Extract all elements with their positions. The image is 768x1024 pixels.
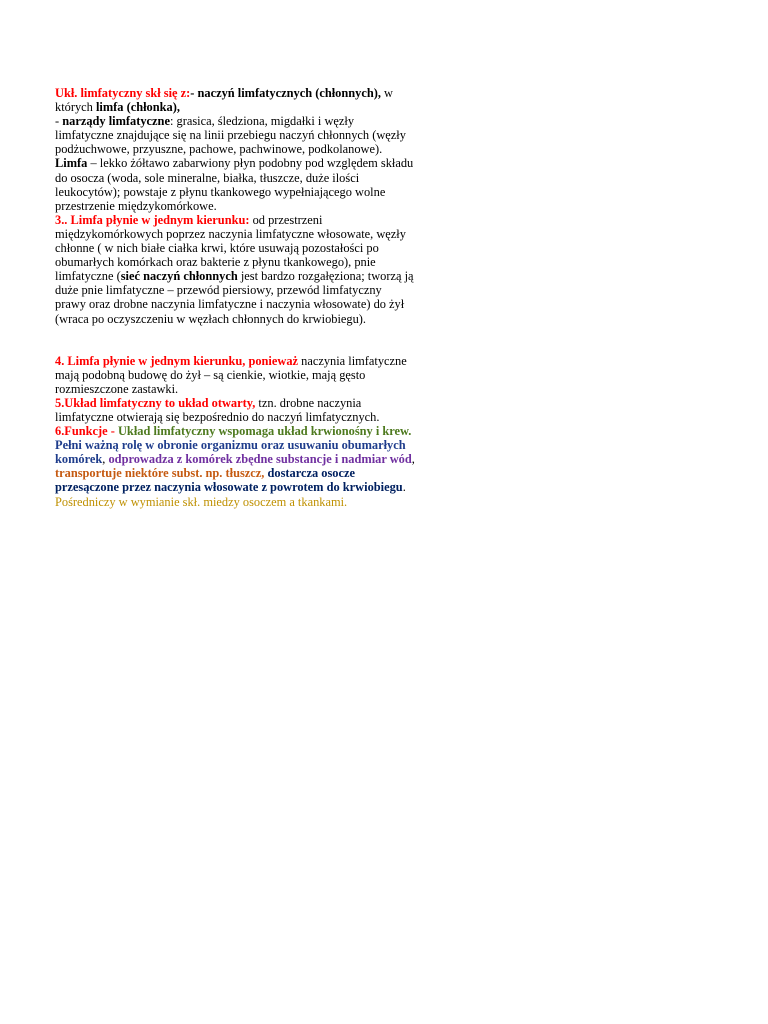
document-page <box>55 86 415 509</box>
flow-heading: 3.. Limfa płynie w jednym kierunku: <box>55 212 250 227</box>
paragraph-organs <box>55 114 415 156</box>
open-system-heading: 5.Układ limfatyczny to układ otwarty, <box>55 395 256 410</box>
paragraph-functions <box>55 424 415 509</box>
lymph-term: limfa (chłonka), <box>95 100 180 115</box>
flow-text-2: jest bardzo rozgałęziona; tworzą ją duże pnie limfatyczne – przewód piersiowy, przewód limfatyczny prawy oraz drobne naczynia limfatyczne i naczynia włosowate) do żył (wraca po oczyszczeniu w węzłach chłonnych do krwiobiegu). <box>55 269 414 326</box>
function-supports-blood: Układ limfatyczny wspomaga układ krwionośny i krew. <box>117 424 412 439</box>
flow-text-1: od przestrzeni międzykomórkowych poprzez naczynia limfatyczne włosowate, węzły chłonne ( w nich białe ciałka krwi, które usuwają pozostałości po obumarłych komórkach oraz bakterie z płynu tkankowego), pnie limfatyczne ( <box>55 212 406 284</box>
paragraph-flow-direction <box>55 213 415 326</box>
function-return-plasma: dostarcza osocze przesączone przez naczynia włosowate z powrotem do krwiobiegu <box>55 466 403 495</box>
functions-heading: 6.Funkcje - <box>55 424 118 439</box>
organs-text: : grasica, śledziona, migdałki i węzły limfatyczne znajdujące się na linii przebiegu naczyń chłonnych (węzły podżuchwowe, przyuszne, pachowe, pachwinowe, podkolanowe). <box>55 114 406 157</box>
paragraph-lymph-definition <box>55 156 415 212</box>
network-term: sieć naczyń chłonnych <box>120 269 238 284</box>
paragraph-gap <box>55 326 415 354</box>
lymph-organs-term: narządy limfatyczne <box>62 114 170 129</box>
reason-text: naczynia limfatyczne mają podobną budowę do żył – są cienkie, wiotkie, mają gęsto rozmieszczone zastawki. <box>55 353 407 396</box>
open-system-text: tzn. drobne naczynia limfatyczne otwierają się bezpośrednio do naczyń limfatycznych. <box>55 395 380 424</box>
functions-dot: . <box>402 480 406 495</box>
functions-comma-1: , <box>102 452 106 467</box>
function-transport: transportuje niektóre subst. np. tłuszcz, <box>55 466 265 481</box>
dash-text: - <box>190 86 198 100</box>
lymph-vessels-term: naczyń limfatycznych (chłonnych), <box>197 86 381 100</box>
definition-text: – lekko żółtawo zabarwiony płyn podobny pod względem składu do osocza (woda, sole mineralne, białka, tłuszcze, duże ilości leukocytów); powstaje z płynu tkankowego wypełniającego wolne przestrzenie międzykomórkowe. <box>55 156 414 213</box>
paragraph-composition <box>55 86 415 114</box>
section-title: Ukł. limfatyczny skł się z: <box>55 86 191 100</box>
limfa-term: Limfa <box>55 156 88 171</box>
paragraph-flow-reason <box>55 354 415 396</box>
reason-heading: 4. Limfa płynie w jednym kierunku, ponieważ <box>55 353 299 368</box>
which-text: w których <box>55 86 393 115</box>
function-exchange: Pośredniczy w wymianie skł. miedzy osoczem a tkankami. <box>55 494 348 509</box>
functions-comma-2: , <box>411 452 415 467</box>
function-defense: Pełni ważną rolę w obronie organizmu oraz usuwaniu obumarłych komórek <box>55 438 406 467</box>
paragraph-open-system <box>55 396 415 424</box>
organs-prefix: - <box>55 114 63 129</box>
function-drainage: odprowadza z komórek zbędne substancje i nadmiar wód <box>105 452 412 467</box>
